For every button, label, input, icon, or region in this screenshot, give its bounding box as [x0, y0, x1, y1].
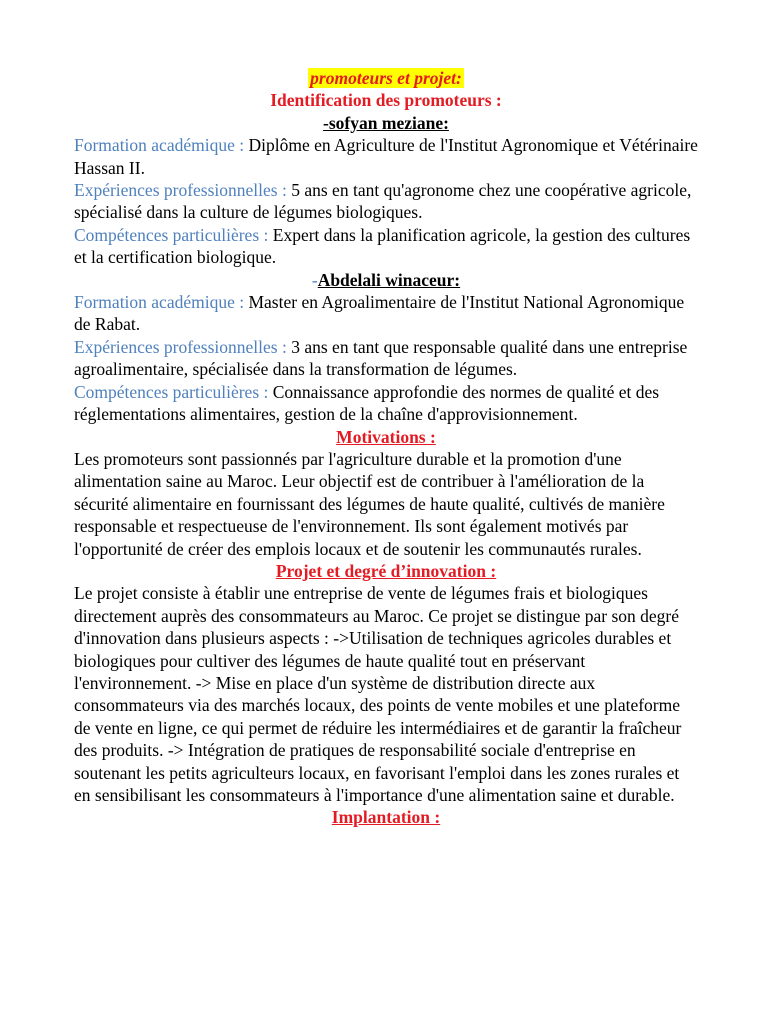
- promoter-1-experience: [74, 179, 698, 224]
- promoter-1-formation-text: Diplôme en Agriculture de l'Institut Agronomique et Vétérinaire Hassan II.: [74, 135, 698, 178]
- promoter-2-formation-label: Formation académique :: [74, 292, 249, 313]
- projet-paragraph: Le projet consiste à établir une entreprise de vente de légumes frais et biologiques directement auprès des consommateurs au Maroc. Ce projet se distingue par son degré d'innovation dans plusieurs aspects : ->Utilisation de techniques agricoles durables et biologiques pour cultiver des légumes de haute qualité tout en préservant l'environnement. -> Mise en place d'un système de distribution directe aux consommateurs via des marchés locaux, des points de vente mobiles et une plateforme de vente en ligne, ce qui permet de réduire les intermédiaires et de garantir la fraîcheur des produits. -> Intégration de pratiques de responsabilité sociale d'entreprise en soutenant les petits agriculteurs locaux, en favorisant l'emploi dans les zones rurales et en sensibilisant les consommateurs à l'importance d'une alimentation saine et durable.: [74, 583, 682, 805]
- identification-heading: Identification des promoteurs :: [270, 90, 502, 111]
- promoter-2-experience-text: 3 ans en tant que responsable qualité dans une entreprise agroalimentaire, spécialisée dans la transformation de légumes.: [74, 336, 688, 380]
- implantation-heading-text: Implantation :: [331, 807, 441, 828]
- document-title: [74, 67, 698, 89]
- promoter-1-experience-label: Expériences professionnelles :: [74, 180, 292, 201]
- motivations-heading: [74, 426, 698, 448]
- promoter-1-skills-label: Compétences particulières :: [74, 224, 273, 245]
- implantation-heading: [74, 806, 698, 828]
- document-page: [74, 67, 698, 829]
- promoter-1-name: -sofyan meziane:: [323, 112, 449, 133]
- promoter-1-heading: [74, 112, 698, 134]
- promoter-1-skills-text: Expert dans la planification agricole, la gestion des cultures et la certification biologique.: [74, 224, 691, 268]
- motivations-paragraph: Les promoteurs sont passionnés par l'agriculture durable et la promotion d'une alimentation saine au Maroc. Leur objectif est de contribuer à l'amélioration de la sécurité alimentaire en fournissant des légumes de haute qualité, cultivés de manière responsable et respectueuse de l'environnement. Ils sont également motivés par l'opportunité de créer des emplois locaux et de soutenir les communautés rurales.: [74, 448, 665, 559]
- promoter-2-formation: [74, 291, 698, 336]
- promoter-2-heading: [74, 269, 698, 291]
- motivations-heading-text: Motivations :: [336, 426, 436, 447]
- promoter-1-formation-label: Formation académique :: [74, 135, 249, 156]
- promoter-2-formation-text: Master en Agroalimentaire de l'Institut National Agronomique de Rabat.: [74, 292, 685, 335]
- promoter-1-experience-text: 5 ans en tant qu'agronome chez une coopérative agricole, spécialisé dans la culture de légumes biologiques.: [74, 180, 692, 223]
- projet-heading: [74, 560, 698, 582]
- promoter-1-skills: [74, 224, 698, 269]
- promoter-2-experience-label: Expériences professionnelles :: [74, 336, 292, 357]
- promoter-2-dash: -: [311, 269, 318, 290]
- document-title-text: promoteurs et projet:: [310, 68, 462, 88]
- promoter-1-formation: [74, 134, 698, 179]
- promoter-2-name: Abdelali winaceur:: [317, 269, 461, 290]
- promoter-2-skills-text: Connaissance approfondie des normes de qualité et des réglementations alimentaires, gestion de la chaîne d'approvisionnement.: [74, 381, 660, 425]
- promoter-2-skills-label: Compétences particulières :: [74, 381, 273, 402]
- promoter-2-skills: [74, 381, 698, 426]
- promoter-2-experience: [74, 336, 698, 381]
- projet-heading-text: Projet et degré d’innovation :: [275, 560, 497, 581]
